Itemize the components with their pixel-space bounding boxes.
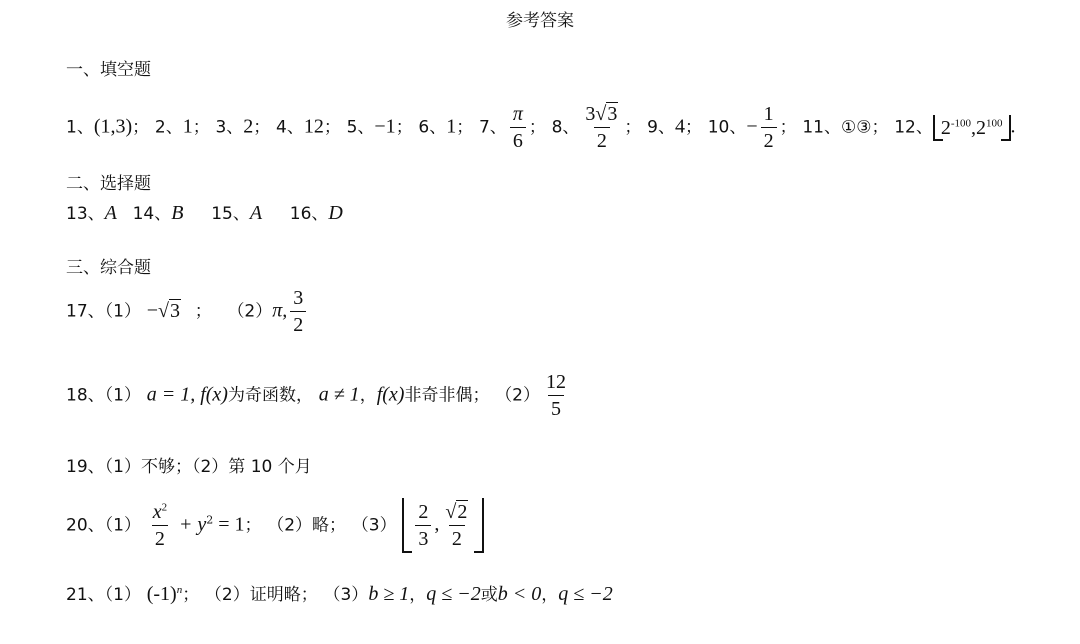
separator: ； [253,117,271,138]
q7-denominator: 6 [510,127,526,151]
q12-exp-right: 100 [986,116,1003,129]
q15-label: 15、 [211,204,250,224]
q7-fraction [510,104,526,151]
q10-fraction [761,104,777,151]
q18-numerator: 12 [546,371,567,393]
q14-label: 14、 [132,204,172,224]
q18-function-1: f(x) [200,383,228,406]
part-label: （1） [104,585,141,605]
section1-heading: 一、填空题 [66,60,151,80]
q21-label: 21、 [66,585,105,605]
separator: ； [194,301,212,322]
q5-answer: −1 [374,115,396,138]
q18-label: 18、 [66,385,105,406]
part-label: （1） [104,301,141,322]
part-label: （2） [227,301,273,322]
q18-denominator: 5 [548,395,564,419]
section3-heading: 三、综合题 [66,258,151,278]
q7-numerator: π [512,103,523,125]
q21-cond-1: b ≥ 1 [368,583,410,605]
q20-y-exp: 2 [206,513,214,527]
q14-answer: B [171,202,184,224]
q20-plus-y: + y [178,513,207,536]
q20-interval-right [442,502,471,549]
q21-answer-2: 证明略； [249,585,318,605]
separator: ； [323,117,341,138]
q20-right-denominator: 2 [449,525,465,549]
q8-radicand: 3 [607,103,618,125]
q20-fraction [150,502,170,549]
q10-denominator: 2 [761,127,777,151]
q19-row [66,458,312,476]
separator: ； [244,515,262,536]
period: . [1010,115,1016,138]
q21-cond-3: b < 0 [497,583,542,605]
q20-interval [402,498,484,553]
page-title: 参考答案 [506,11,574,31]
q2-answer: 1 [182,115,193,138]
q2-label: 2、 [154,117,183,138]
part-label: （2） [204,585,250,605]
q18-function-2: f(x) [376,383,405,406]
q3-answer: 2 [243,115,254,138]
q18-comma: ， [359,385,377,406]
q16-label: 16、 [289,204,329,224]
q20-label: 20、 [66,515,105,536]
q15-answer: A [249,202,263,224]
separator: ； [182,585,200,605]
q21-cond-4: q ≤ −2 [558,583,613,605]
q18-condition-1: a = 1, [146,383,201,406]
q20-numerator [150,502,170,525]
part-label: （1） [104,385,141,406]
q11-answer: ①③ [840,117,872,138]
q20-interval-left [415,502,431,549]
part-label: （2） [267,515,313,536]
q18-text-1: 为奇函数， [227,385,313,406]
comma: ， [541,585,559,605]
q12-label: 12、 [894,117,933,138]
part-label: （1） [104,457,141,477]
q17-pi: π, [272,299,288,322]
q8-coefficient: 3 [585,103,596,125]
q9-answer: 4 [674,115,685,138]
q21-row [66,584,613,604]
q20-left-numerator: 2 [418,501,429,523]
q13-label: 13、 [66,204,105,224]
q20-row [66,498,484,553]
q20-radicand: 2 [457,501,468,523]
q18-text-2: 非奇非偶； [404,385,490,406]
separator: ； [192,117,210,138]
q3-label: 3、 [215,117,244,138]
q10-label: 10、 [707,117,747,138]
q21-cond-2: q ≤ −2 [426,583,481,605]
q20-comma: , [434,513,440,536]
q12-exp-left: -100 [950,116,972,129]
q21-answer-1: (-1) [146,583,177,605]
q12-base-left: 2 [940,116,951,139]
q18-fraction [543,372,569,419]
sqrt-icon: √2 [445,501,468,523]
q11-label: 11、 [802,117,841,138]
q1-label: 1、 [66,117,94,138]
q18-row [66,372,572,419]
q10-numerator: 1 [763,103,774,125]
section2-heading: 二、选择题 [66,174,151,194]
q8-label: 8、 [551,117,580,138]
q20-x-exp: 2 [161,501,168,514]
q19-answer-2: 第 10 个月 [228,457,312,477]
q16-answer: D [328,202,343,224]
q20-right-numerator [442,502,471,525]
sqrt-icon: √3 [157,299,180,322]
separator: ； [624,117,642,138]
q12-base-right: 2 [976,116,987,139]
separator: ； [456,117,474,138]
q9-label: 9、 [647,117,675,138]
part-label: （2） [495,385,541,406]
q10-sign: − [746,115,758,138]
q1-answer: (1,3) [93,115,133,138]
q17-radicand: 3 [169,299,180,322]
q7-label: 7、 [478,117,507,138]
sqrt-icon: √3 [595,103,618,125]
q17-numerator: 3 [293,287,304,309]
comma: ， [409,585,427,605]
q8-denominator: 2 [594,127,610,151]
q8-fraction [582,104,621,151]
q21-exponent: n [176,584,183,596]
part-label: （2） [191,457,229,477]
q4-label: 4、 [276,117,304,138]
q17-denominator: 2 [290,311,306,335]
q20-equals: = 1 [213,513,245,536]
separator: ； [132,117,150,138]
part-label: （1） [104,515,141,536]
q5-label: 5、 [346,117,375,138]
q12-interval: $2^{-100},2^{100}$ [933,115,1011,141]
q20-left-denominator: 3 [415,525,431,549]
q4-answer: 12 [303,115,324,138]
separator: ； [528,117,546,138]
q20-denominator: 2 [152,525,168,549]
fill-blank-answers-row [66,104,1016,151]
q8-numerator [582,104,621,127]
q6-answer: 1 [446,115,457,138]
q21-or: 或 [480,585,498,605]
choice-answers-row [66,203,343,223]
separator: ； [395,117,413,138]
q17-row [66,288,309,335]
q13-answer: A [104,202,117,224]
part-label: （3） [323,585,369,605]
q6-label: 6、 [418,117,447,138]
q19-answer-1: 不够； [140,457,192,477]
separator: ； [779,117,797,138]
separator: ； [871,117,889,138]
q20-x: x [152,501,162,523]
q17-fraction [290,288,306,335]
q17-label: 17、 [66,301,105,322]
part-label: （3） [351,515,397,536]
q17-sign: − [146,299,158,322]
separator: ； [684,117,702,138]
q18-condition-2: a ≠ 1 [318,383,360,406]
q20-answer-2: 略； [312,515,347,536]
q19-label: 19、 [66,457,105,477]
